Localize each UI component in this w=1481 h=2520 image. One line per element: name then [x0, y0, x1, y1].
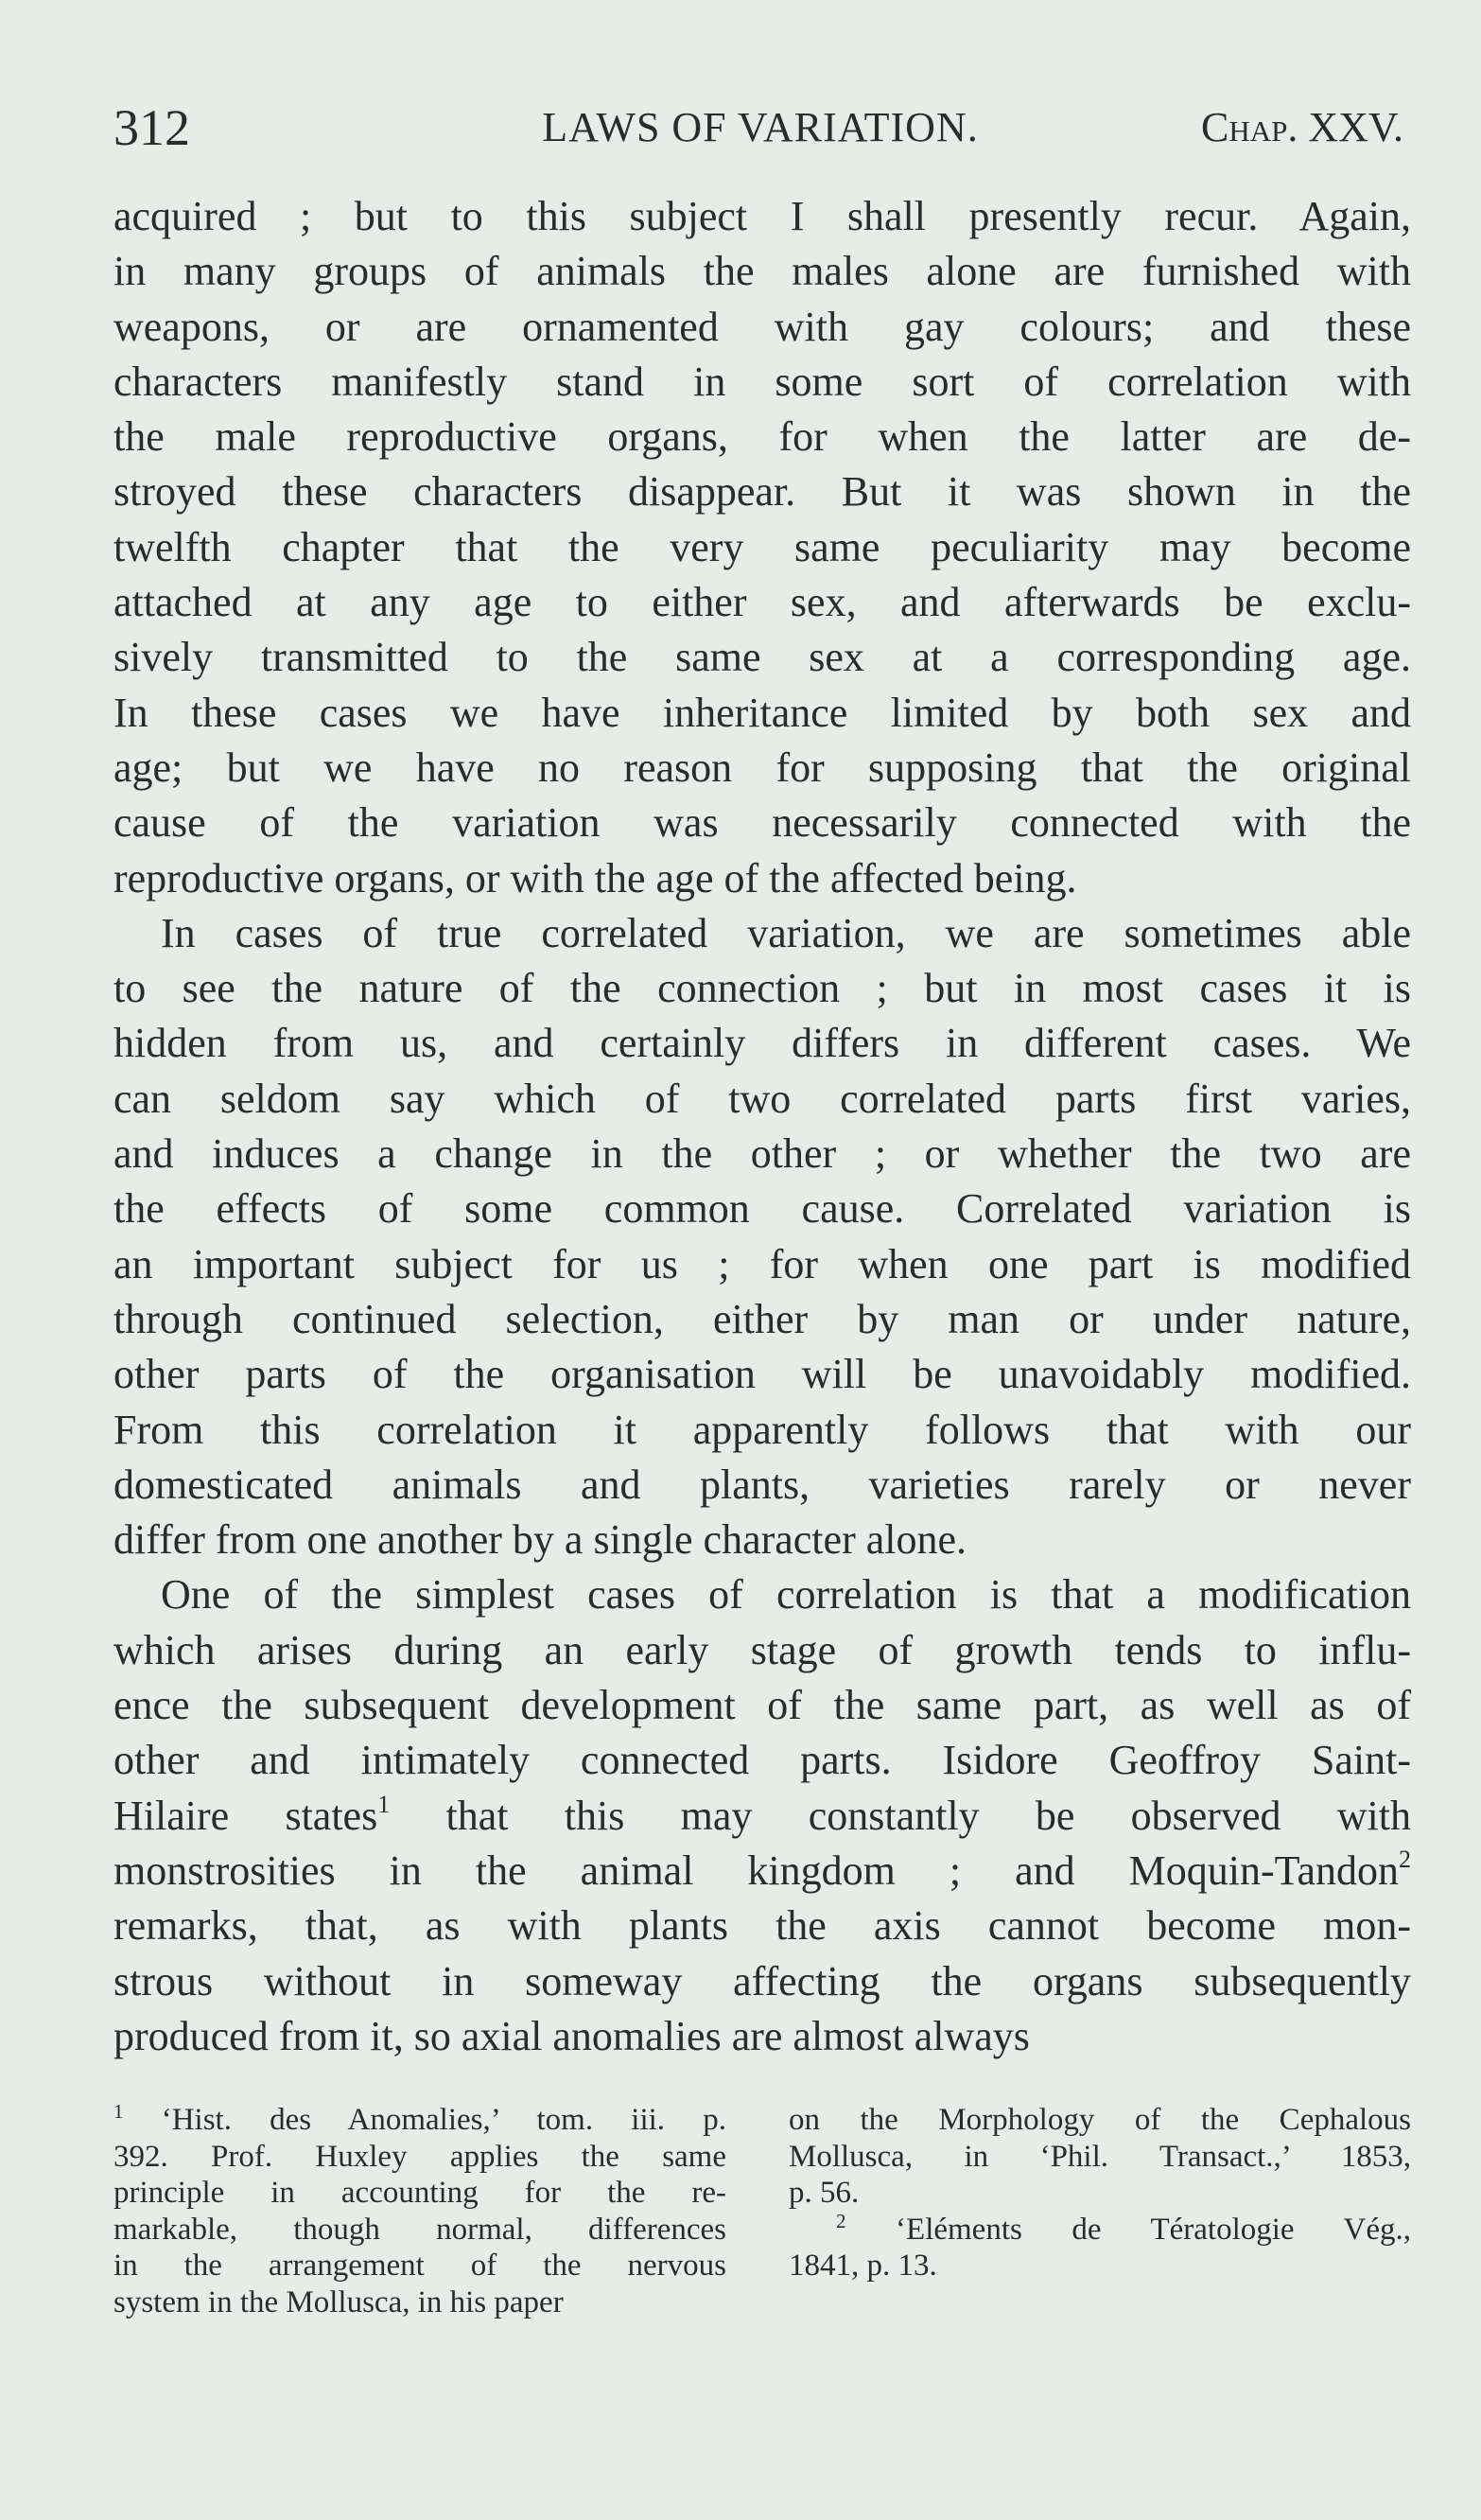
text-line: strous without in someway affecting the organs subsequently	[113, 1957, 1411, 2004]
text-line: an important subject for us ; for when one part is modified	[113, 1240, 1411, 1287]
paragraph	[113, 189, 1411, 906]
running-title: LAWS OF VARIATION.	[542, 104, 979, 150]
text-line: differ from one another by a single character alone.	[113, 1516, 967, 1564]
text-line: age; but we have no reason for supposing that the original	[113, 744, 1411, 791]
text-line: domesticated animals and plants, varieties rarely or never	[113, 1461, 1411, 1508]
text-line: hidden from us, and certainly differs in different cases. We	[113, 1020, 1411, 1067]
text-line: which arises during an early stage of growth tends to influ-	[113, 1626, 1411, 1673]
text-line: Hilaire states$^1$ that this may constantly be observed with	[113, 1790, 1412, 1839]
footnote-line: markable, though normal, differences	[113, 2212, 726, 2247]
footnote-line: system in the Mollusca, in his paper	[113, 2284, 564, 2319]
text-line: and induces a change in the other ; or whether the two are	[113, 1130, 1411, 1178]
footnote-line: 392. Prof. Huxley applies the same	[113, 2139, 726, 2174]
text-line: other and intimately connected parts. Isidore Geoffroy Saint-	[113, 1737, 1411, 1784]
text-line: produced from it, so axial anomalies are almost always	[113, 2012, 1030, 2059]
text-line: monstrosities in the animal kingdom ; and Moquin-Tandon$^2$	[113, 1845, 1411, 1894]
footnote-2	[789, 2209, 1411, 2284]
text-line: From this correlation it apparently follows that with our	[113, 1406, 1411, 1453]
footnotes	[113, 2102, 1411, 2319]
footnote-line: on the Morphology of the Cephalous	[789, 2103, 1411, 2137]
paragraph	[113, 906, 1411, 1568]
text-line: can seldom say which of two correlated parts first varies,	[113, 1075, 1411, 1122]
footnote-line: 1841, p. 13.	[789, 2249, 937, 2283]
text-line: weapons, or are ornamented with gay colours; and these	[113, 303, 1411, 350]
text-line: reproductive organs, or with the age of the affected being.	[113, 854, 1077, 901]
paragraph	[113, 1567, 1411, 2064]
text-line: cause of the variation was necessarily connected with the	[113, 799, 1411, 847]
text-line: stroyed these characters disappear. But it was shown in the	[113, 468, 1411, 516]
footnote-line: Mollusca, in ‘Phil. Transact.,’ 1853,	[789, 2139, 1411, 2174]
footnote-line: principle in accounting for the re-	[113, 2176, 726, 2210]
text-line: characters manifestly stand in some sort of correlation with	[113, 358, 1411, 405]
text-line: attached at any age to either sex, and afterwards be exclu-	[113, 579, 1411, 626]
chapter-label: Chap. XXV.	[1200, 104, 1403, 150]
text-line: sively transmitted to the same sex at a corresponding age.	[113, 634, 1411, 681]
text-line: to see the nature of the connection ; but in most cases it is	[113, 965, 1411, 1012]
text-line: One of the simplest cases of correlation is that a modification	[161, 1571, 1411, 1619]
footnote-1-continued	[789, 2102, 1411, 2212]
text-line: twelfth chapter that the very same peculiarity may become	[113, 523, 1411, 570]
footnote-column-right	[789, 2102, 1411, 2284]
footnote-column-left	[113, 2102, 726, 2320]
main-text	[113, 189, 1411, 2064]
text-line: In these cases we have inheritance limited by both sex and	[113, 689, 1411, 736]
text-line: the male reproductive organs, for when the latter are de-	[113, 413, 1411, 461]
footnote-line: in the arrangement of the nervous	[113, 2249, 726, 2283]
running-header	[112, 95, 1409, 161]
text-line: through continued selection, either by man or under nature,	[113, 1295, 1411, 1342]
text-line: other parts of the organisation will be unavoidably modified.	[113, 1351, 1411, 1398]
text-line: acquired ; but to this subject I shall presently recur. Again,	[113, 193, 1411, 239]
text-line: in many groups of animals the males alone are furnished with	[113, 248, 1411, 295]
footnote-line: p. 56.	[789, 2176, 860, 2210]
text-line: the effects of some common cause. Correlated variation is	[113, 1185, 1411, 1233]
page-number: 312	[113, 99, 190, 156]
footnote-line: $^1$ ‘Hist. des Anomalies,’ tom. iii. p.	[113, 2100, 726, 2137]
footnote-line: $^2$ ‘Eléments de Tératologie Vég.,	[836, 2209, 1411, 2247]
text-line: In cases of true correlated variation, we are sometimes able	[161, 909, 1411, 956]
text-line: remarks, that, as with plants the axis cannot become mon-	[113, 1902, 1411, 1950]
text-line: ence the subsequent development of the same part, as well as of	[113, 1682, 1411, 1729]
